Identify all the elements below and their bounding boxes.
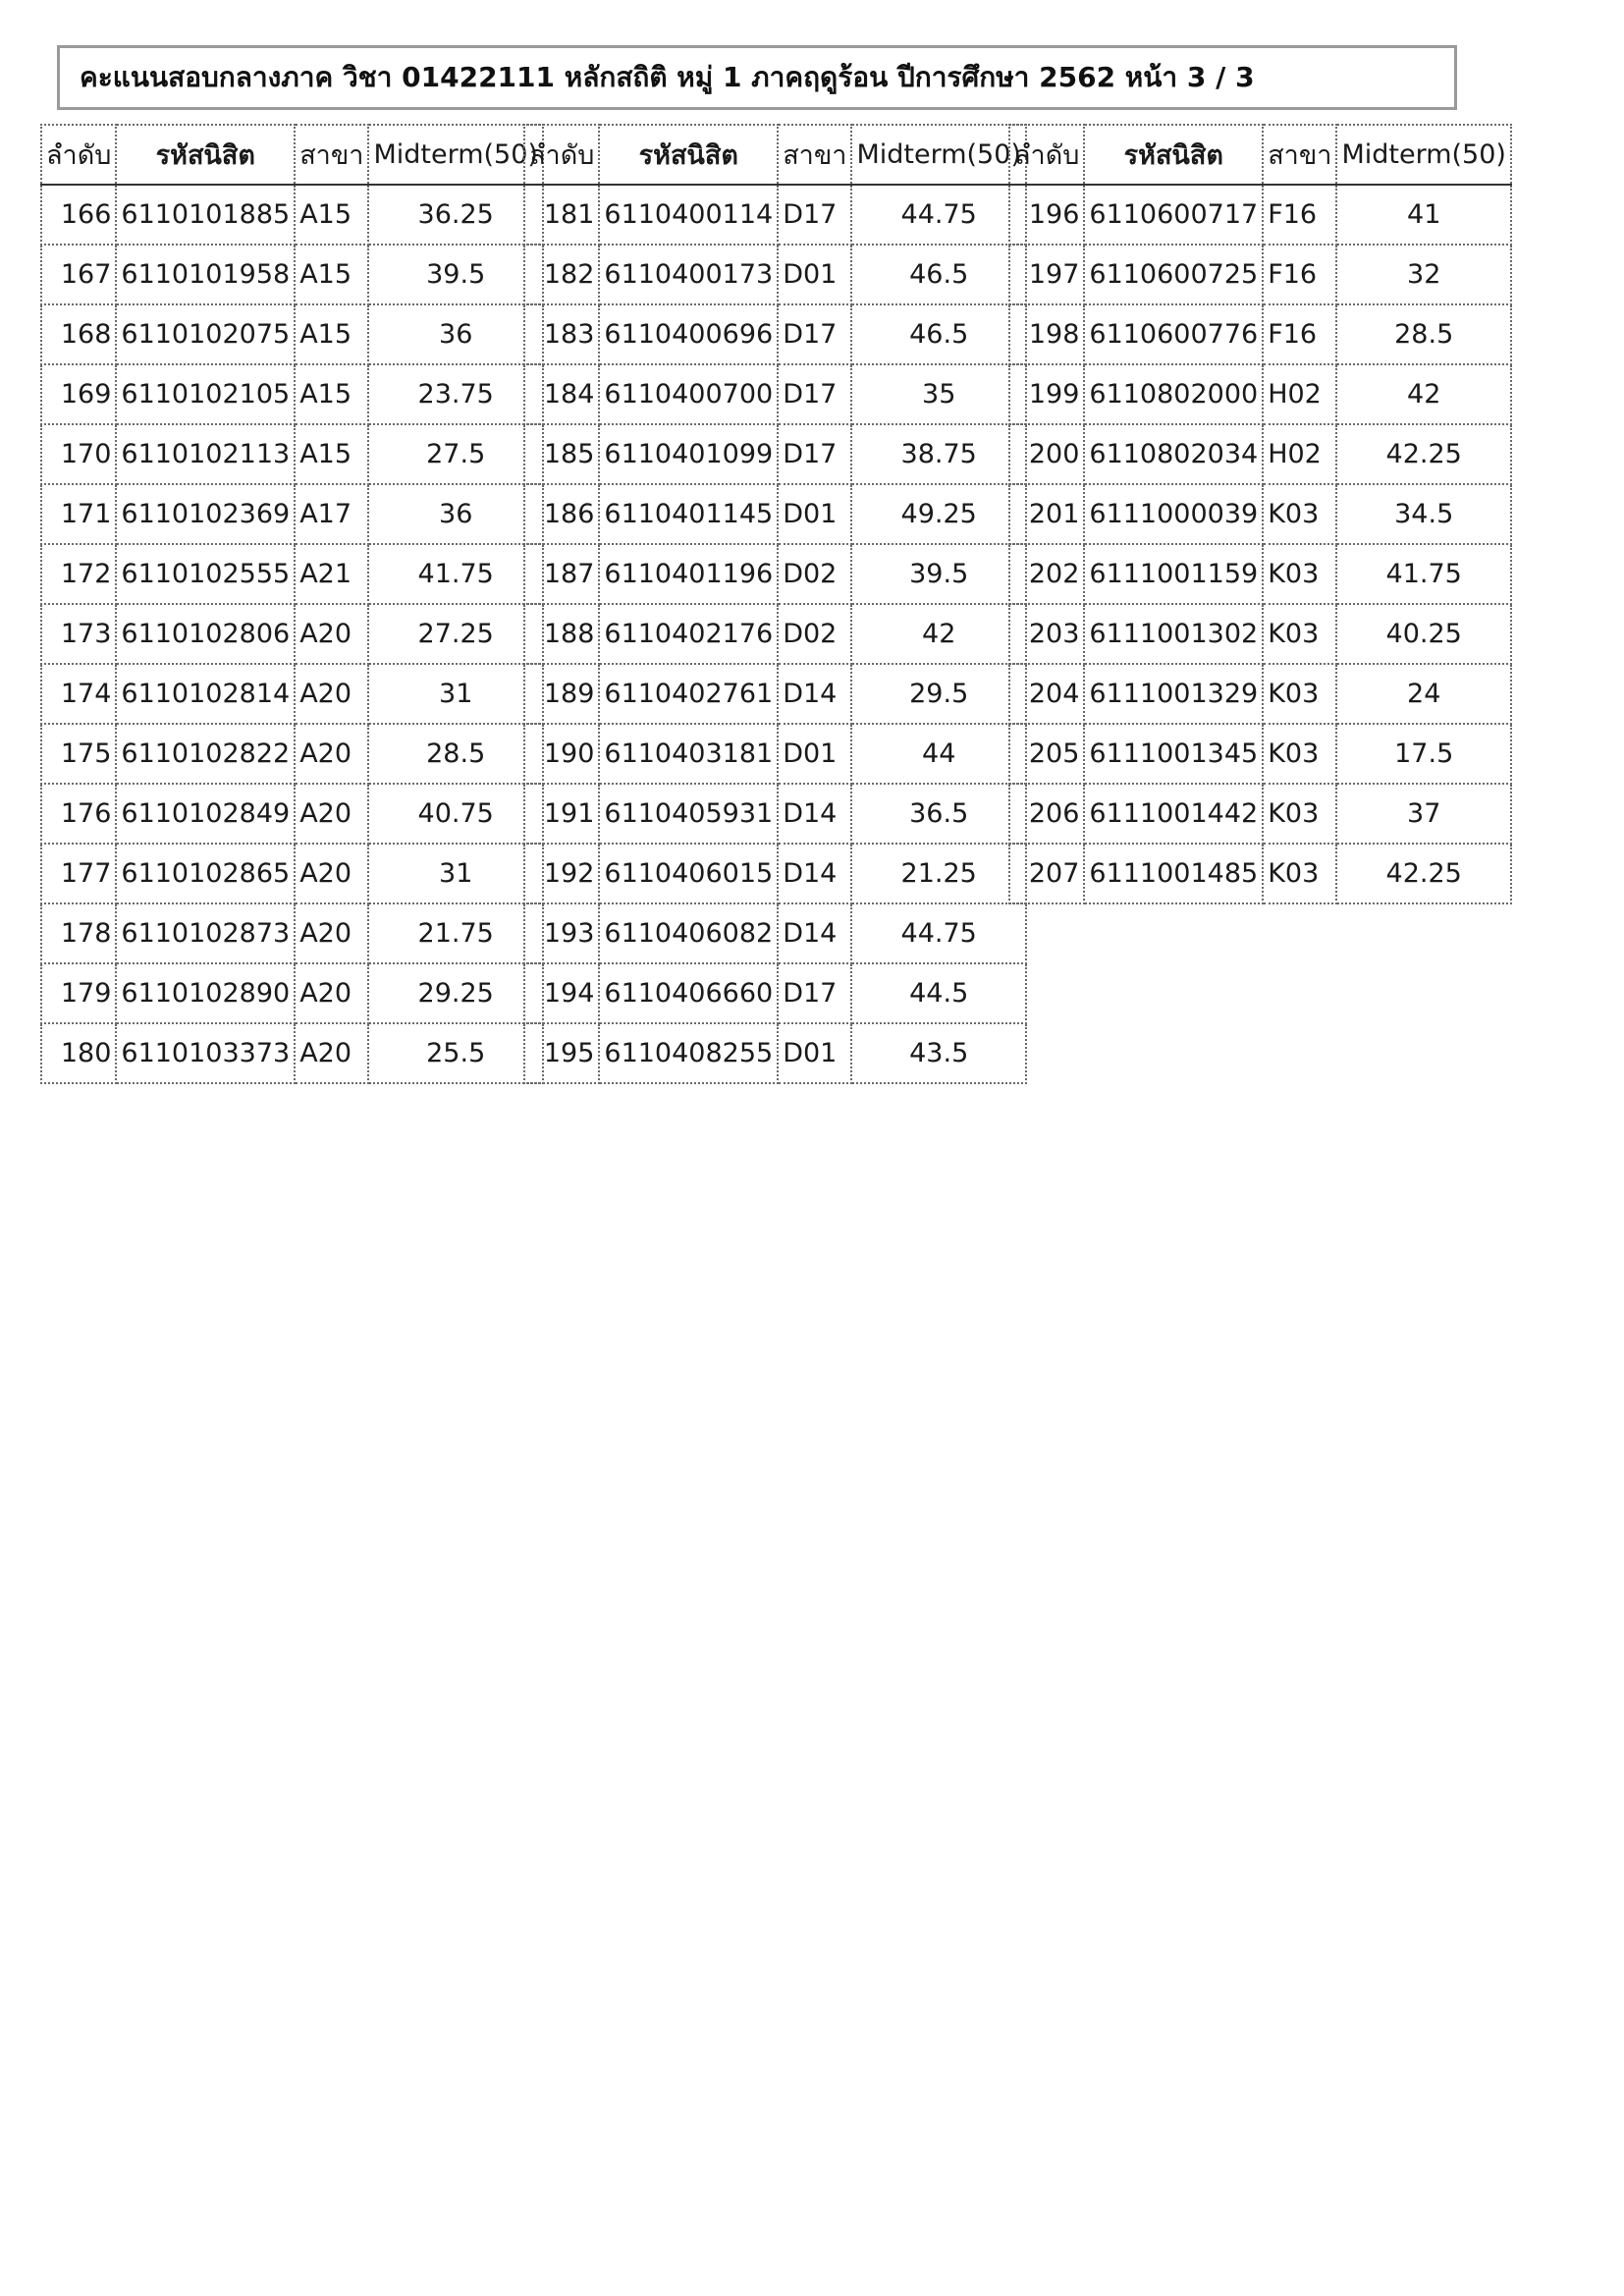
student-id: 6111001302 — [1084, 604, 1263, 664]
branch-code: D14 — [778, 844, 851, 903]
branch-code: A20 — [295, 604, 368, 664]
student-id: 6110101958 — [116, 245, 295, 304]
student-id: 6110102075 — [116, 304, 295, 364]
student-id: 6110405931 — [599, 784, 778, 844]
branch-code: D01 — [778, 484, 851, 544]
branch-code: A20 — [295, 784, 368, 844]
branch-code: A15 — [295, 424, 368, 484]
midterm-score: 23.75 — [368, 364, 542, 424]
branch-code: A20 — [295, 724, 368, 784]
branch-code: D14 — [778, 784, 851, 844]
table-row — [41, 784, 543, 844]
student-id: 6111000039 — [1084, 484, 1263, 544]
midterm-score: 41 — [1336, 185, 1510, 245]
branch-code: A20 — [295, 844, 368, 903]
row-number: 186 — [524, 484, 599, 544]
student-id: 6110102822 — [116, 724, 295, 784]
midterm-score: 39.5 — [368, 245, 542, 304]
midterm-score: 17.5 — [1336, 724, 1510, 784]
branch-code: D01 — [778, 245, 851, 304]
midterm-score: 41.75 — [368, 544, 542, 604]
table-row — [41, 724, 543, 784]
midterm-score: 35 — [851, 364, 1025, 424]
table-row — [41, 364, 543, 424]
row-number: 171 — [41, 484, 116, 544]
student-id: 6110406015 — [599, 844, 778, 903]
branch-code: H02 — [1263, 424, 1336, 484]
table-row — [1009, 364, 1511, 424]
row-number: 173 — [41, 604, 116, 664]
midterm-score: 42.25 — [1336, 844, 1510, 903]
score-table-2 — [523, 124, 1027, 1084]
table-row — [524, 784, 1026, 844]
table-row — [1009, 784, 1511, 844]
midterm-score: 28.5 — [368, 724, 542, 784]
table-row — [524, 484, 1026, 544]
midterm-score: 42.25 — [1336, 424, 1510, 484]
student-id: 6111001485 — [1084, 844, 1263, 903]
header-student-id: รหัสนิสิต — [116, 125, 295, 185]
row-number: 201 — [1009, 484, 1084, 544]
branch-code: D17 — [778, 424, 851, 484]
branch-code: H02 — [1263, 364, 1336, 424]
row-number: 167 — [41, 245, 116, 304]
table-row — [524, 963, 1026, 1023]
branch-code: D17 — [778, 185, 851, 245]
student-id: 6111001345 — [1084, 724, 1263, 784]
midterm-score: 31 — [368, 664, 542, 724]
table-header-row — [41, 125, 543, 185]
header-no: ลำดับ — [1009, 125, 1084, 185]
branch-code: A20 — [295, 1023, 368, 1083]
midterm-score: 32 — [1336, 245, 1510, 304]
midterm-score: 37 — [1336, 784, 1510, 844]
branch-code: K03 — [1263, 844, 1336, 903]
row-number: 196 — [1009, 185, 1084, 245]
table-row — [524, 245, 1026, 304]
midterm-score: 36 — [368, 484, 542, 544]
row-number: 202 — [1009, 544, 1084, 604]
branch-code: K03 — [1263, 484, 1336, 544]
table-row — [41, 185, 543, 245]
row-number: 195 — [524, 1023, 599, 1083]
table-row — [1009, 484, 1511, 544]
student-id: 6111001329 — [1084, 664, 1263, 724]
midterm-score: 40.25 — [1336, 604, 1510, 664]
student-id: 6110401145 — [599, 484, 778, 544]
table-row — [41, 844, 543, 903]
row-number: 205 — [1009, 724, 1084, 784]
student-id: 6110102890 — [116, 963, 295, 1023]
table-row — [41, 544, 543, 604]
branch-code: A20 — [295, 664, 368, 724]
table-row — [1009, 844, 1511, 903]
table-row — [41, 424, 543, 484]
row-number: 184 — [524, 364, 599, 424]
student-id: 6110400700 — [599, 364, 778, 424]
branch-code: F16 — [1263, 185, 1336, 245]
row-number: 177 — [41, 844, 116, 903]
row-number: 170 — [41, 424, 116, 484]
header-score: Midterm(50) — [851, 125, 1025, 185]
branch-code: A15 — [295, 364, 368, 424]
branch-code: K03 — [1263, 784, 1336, 844]
table-header-row — [524, 125, 1026, 185]
table-row — [1009, 544, 1511, 604]
table-row — [1009, 304, 1511, 364]
midterm-score: 27.5 — [368, 424, 542, 484]
row-number: 178 — [41, 903, 116, 963]
student-id: 6110600717 — [1084, 185, 1263, 245]
branch-code: A17 — [295, 484, 368, 544]
row-number: 187 — [524, 544, 599, 604]
table-row — [524, 424, 1026, 484]
student-id: 6110400173 — [599, 245, 778, 304]
row-number: 198 — [1009, 304, 1084, 364]
score-table-3 — [1008, 124, 1512, 904]
row-number: 190 — [524, 724, 599, 784]
branch-code: D17 — [778, 304, 851, 364]
table-row — [41, 963, 543, 1023]
header-branch: สาขา — [1263, 125, 1336, 185]
header-no: ลำดับ — [41, 125, 116, 185]
header-score: Midterm(50) — [368, 125, 542, 185]
page-title-text: คะแนนสอบกลางภาค วิชา 01422111 หลักสถิติ หมู่ 1 ภาคฤดูร้อน ปีการศึกษา 2562 หน้า 3 / 3 — [80, 61, 1255, 93]
branch-code: D02 — [778, 604, 851, 664]
page-title — [57, 45, 1457, 110]
midterm-score: 29.25 — [368, 963, 542, 1023]
student-id: 6110600725 — [1084, 245, 1263, 304]
student-id: 6110400114 — [599, 185, 778, 245]
row-number: 169 — [41, 364, 116, 424]
student-id: 6110406082 — [599, 903, 778, 963]
table-row — [524, 185, 1026, 245]
student-id: 6110102849 — [116, 784, 295, 844]
student-id: 6110802000 — [1084, 364, 1263, 424]
row-number: 193 — [524, 903, 599, 963]
row-number: 183 — [524, 304, 599, 364]
midterm-score: 44.5 — [851, 963, 1025, 1023]
row-number: 203 — [1009, 604, 1084, 664]
midterm-score: 44.75 — [851, 185, 1025, 245]
midterm-score: 36.25 — [368, 185, 542, 245]
branch-code: K03 — [1263, 604, 1336, 664]
table-row — [41, 664, 543, 724]
student-id: 6111001442 — [1084, 784, 1263, 844]
row-number: 166 — [41, 185, 116, 245]
branch-code: D14 — [778, 664, 851, 724]
midterm-score: 36.5 — [851, 784, 1025, 844]
student-id: 6110400696 — [599, 304, 778, 364]
branch-code: D17 — [778, 963, 851, 1023]
midterm-score: 49.25 — [851, 484, 1025, 544]
student-id: 6110101885 — [116, 185, 295, 245]
midterm-score: 44.75 — [851, 903, 1025, 963]
row-number: 194 — [524, 963, 599, 1023]
row-number: 175 — [41, 724, 116, 784]
table-row — [524, 604, 1026, 664]
student-id: 6110102873 — [116, 903, 295, 963]
student-id: 6110802034 — [1084, 424, 1263, 484]
table-row — [41, 484, 543, 544]
student-id: 6110408255 — [599, 1023, 778, 1083]
branch-code: A20 — [295, 903, 368, 963]
student-id: 6110401196 — [599, 544, 778, 604]
header-no: ลำดับ — [524, 125, 599, 185]
midterm-score: 44 — [851, 724, 1025, 784]
midterm-score: 41.75 — [1336, 544, 1510, 604]
branch-code: F16 — [1263, 245, 1336, 304]
row-number: 176 — [41, 784, 116, 844]
branch-code: A15 — [295, 304, 368, 364]
branch-code: D17 — [778, 364, 851, 424]
midterm-score: 43.5 — [851, 1023, 1025, 1083]
midterm-score: 21.75 — [368, 903, 542, 963]
branch-code: A21 — [295, 544, 368, 604]
table-row — [524, 903, 1026, 963]
row-number: 168 — [41, 304, 116, 364]
midterm-score: 31 — [368, 844, 542, 903]
row-number: 192 — [524, 844, 599, 903]
student-id: 6110402176 — [599, 604, 778, 664]
midterm-score: 40.75 — [368, 784, 542, 844]
table-row — [1009, 245, 1511, 304]
student-id: 6110403181 — [599, 724, 778, 784]
midterm-score: 38.75 — [851, 424, 1025, 484]
row-number: 189 — [524, 664, 599, 724]
header-branch: สาขา — [778, 125, 851, 185]
student-id: 6110102865 — [116, 844, 295, 903]
row-number: 185 — [524, 424, 599, 484]
table-row — [41, 304, 543, 364]
branch-code: A15 — [295, 245, 368, 304]
table-header-row — [1009, 125, 1511, 185]
student-id: 6110402761 — [599, 664, 778, 724]
row-number: 188 — [524, 604, 599, 664]
row-number: 174 — [41, 664, 116, 724]
midterm-score: 46.5 — [851, 245, 1025, 304]
student-id: 6110102105 — [116, 364, 295, 424]
row-number: 181 — [524, 185, 599, 245]
table-row — [524, 364, 1026, 424]
row-number: 197 — [1009, 245, 1084, 304]
branch-code: K03 — [1263, 544, 1336, 604]
student-id: 6110102806 — [116, 604, 295, 664]
table-row — [41, 604, 543, 664]
row-number: 191 — [524, 784, 599, 844]
student-id: 6110600776 — [1084, 304, 1263, 364]
student-id: 6110102113 — [116, 424, 295, 484]
student-id: 6110102555 — [116, 544, 295, 604]
branch-code: K03 — [1263, 664, 1336, 724]
table-row — [524, 844, 1026, 903]
student-id: 6110406660 — [599, 963, 778, 1023]
student-id: 6110103373 — [116, 1023, 295, 1083]
score-table-1 — [40, 124, 544, 1084]
table-row — [1009, 185, 1511, 245]
table-row — [1009, 604, 1511, 664]
table-row — [1009, 664, 1511, 724]
midterm-score: 25.5 — [368, 1023, 542, 1083]
table-row — [524, 304, 1026, 364]
branch-code: D02 — [778, 544, 851, 604]
midterm-score: 21.25 — [851, 844, 1025, 903]
row-number: 204 — [1009, 664, 1084, 724]
student-id: 6110102814 — [116, 664, 295, 724]
row-number: 207 — [1009, 844, 1084, 903]
branch-code: D01 — [778, 1023, 851, 1083]
table-row — [524, 1023, 1026, 1083]
branch-code: F16 — [1263, 304, 1336, 364]
table-row — [524, 664, 1026, 724]
midterm-score: 46.5 — [851, 304, 1025, 364]
student-id: 6110102369 — [116, 484, 295, 544]
midterm-score: 24 — [1336, 664, 1510, 724]
header-student-id: รหัสนิสิต — [599, 125, 778, 185]
student-id: 6111001159 — [1084, 544, 1263, 604]
midterm-score: 27.25 — [368, 604, 542, 664]
branch-code: D14 — [778, 903, 851, 963]
table-row — [1009, 424, 1511, 484]
header-branch: สาขา — [295, 125, 368, 185]
midterm-score: 29.5 — [851, 664, 1025, 724]
table-row — [41, 903, 543, 963]
midterm-score: 39.5 — [851, 544, 1025, 604]
branch-code: A20 — [295, 963, 368, 1023]
row-number: 172 — [41, 544, 116, 604]
midterm-score: 42 — [1336, 364, 1510, 424]
table-row — [524, 544, 1026, 604]
midterm-score: 42 — [851, 604, 1025, 664]
branch-code: K03 — [1263, 724, 1336, 784]
row-number: 180 — [41, 1023, 116, 1083]
midterm-score: 36 — [368, 304, 542, 364]
table-row — [524, 724, 1026, 784]
header-score: Midterm(50) — [1336, 125, 1510, 185]
row-number: 179 — [41, 963, 116, 1023]
header-student-id: รหัสนิสิต — [1084, 125, 1263, 185]
row-number: 206 — [1009, 784, 1084, 844]
student-id: 6110401099 — [599, 424, 778, 484]
midterm-score: 34.5 — [1336, 484, 1510, 544]
table-row — [41, 1023, 543, 1083]
row-number: 199 — [1009, 364, 1084, 424]
table-row — [41, 245, 543, 304]
row-number: 182 — [524, 245, 599, 304]
midterm-score: 28.5 — [1336, 304, 1510, 364]
table-row — [1009, 724, 1511, 784]
row-number: 200 — [1009, 424, 1084, 484]
branch-code: D01 — [778, 724, 851, 784]
branch-code: A15 — [295, 185, 368, 245]
